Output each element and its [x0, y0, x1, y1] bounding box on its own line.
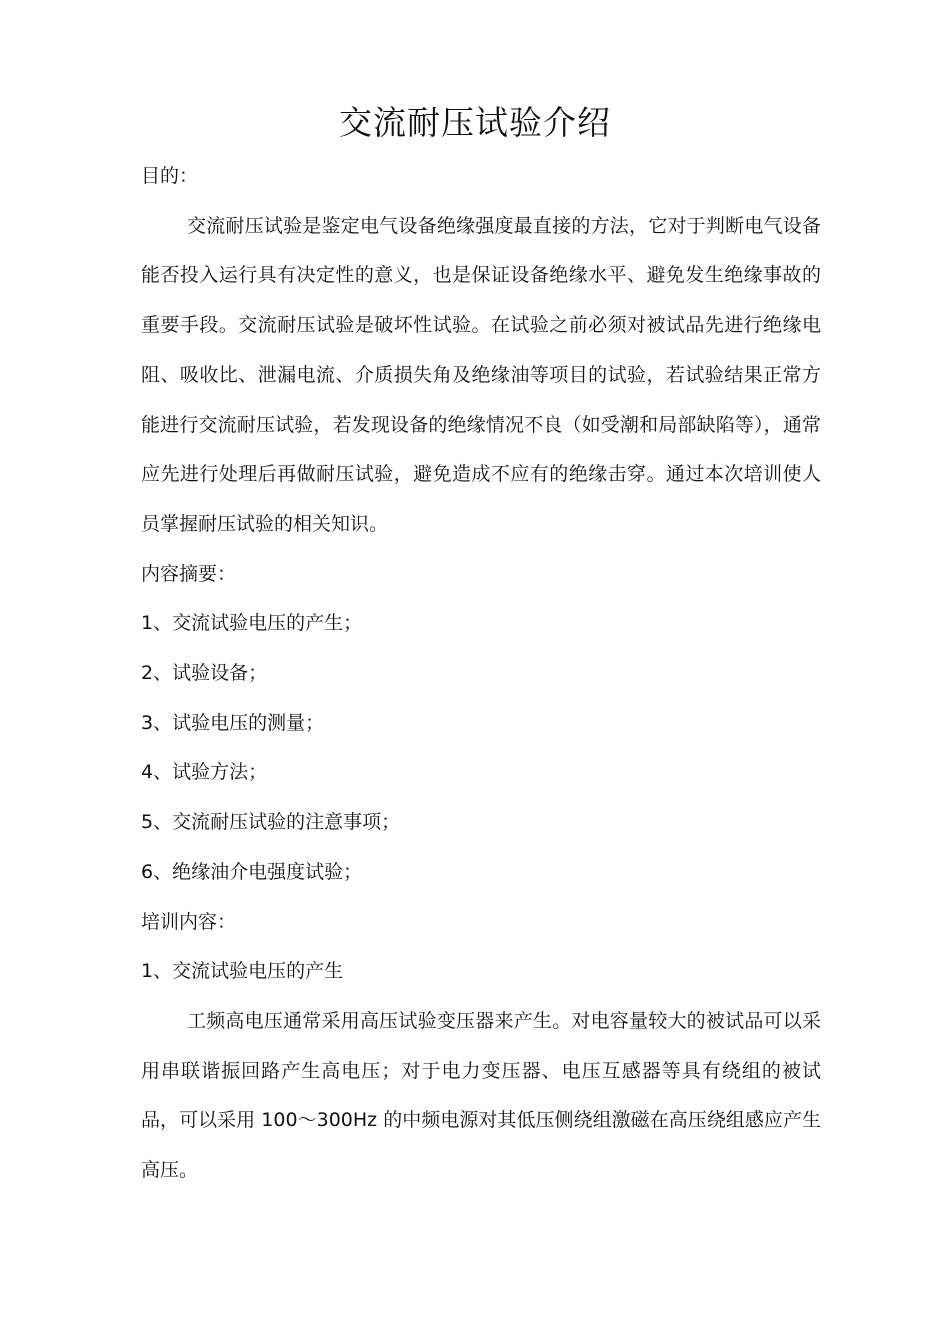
summary-item: 1、交流试验电压的产生；	[141, 612, 363, 635]
summary-heading: 内容摘要：	[141, 562, 237, 585]
summary-item: 2、试验设备；	[141, 662, 268, 685]
purpose-paragraph: 交流耐压试验是鉴定电气设备绝缘强度最直接的方法，它对于判断电气设备能否投入运行具有决定性的意义，也是保证设备绝缘水平、避免发生绝缘事故的重要手段。交流耐压试验是破坏性试验。在试验之前必须对被试品先进行绝缘电阻、吸收比、泄漏电流、介质损失角及绝缘油等项目的试验，若试验结果正常方能进行交流耐压试验，若发现设备的绝缘情况不良（如受潮和局部缺陷等），通常应先进行处理后再做耐压试验，避免造成不应有的绝缘击穿。通过本次培训使人员掌握耐压试验的相关知识。	[141, 214, 821, 535]
training-heading: 培训内容：	[141, 910, 237, 933]
summary-item: 3、试验电压的测量；	[141, 711, 325, 734]
summary-item: 6、绝缘油介电强度试验；	[141, 860, 363, 883]
section-paragraph: 工频高电压通常采用高压试验变压器来产生。对电容量较大的被试品可以采用串联谐振回路产生高电压；对于电力变压器、电压互感器等具有绕组的被试品，可以采用 100～300Hz 的中频电源对其低压侧绕组激磁在高压绕组感应产生高压。	[141, 1009, 821, 1182]
document-body	[141, 152, 821, 1196]
purpose-heading: 目的：	[141, 165, 199, 187]
section-heading: 1、交流试验电压的产生	[141, 960, 344, 983]
page-title: 交流耐压试验介绍	[339, 103, 611, 142]
summary-item: 5、交流耐压试验的注意事项；	[141, 811, 401, 834]
summary-item: 4、试验方法；	[141, 761, 268, 784]
